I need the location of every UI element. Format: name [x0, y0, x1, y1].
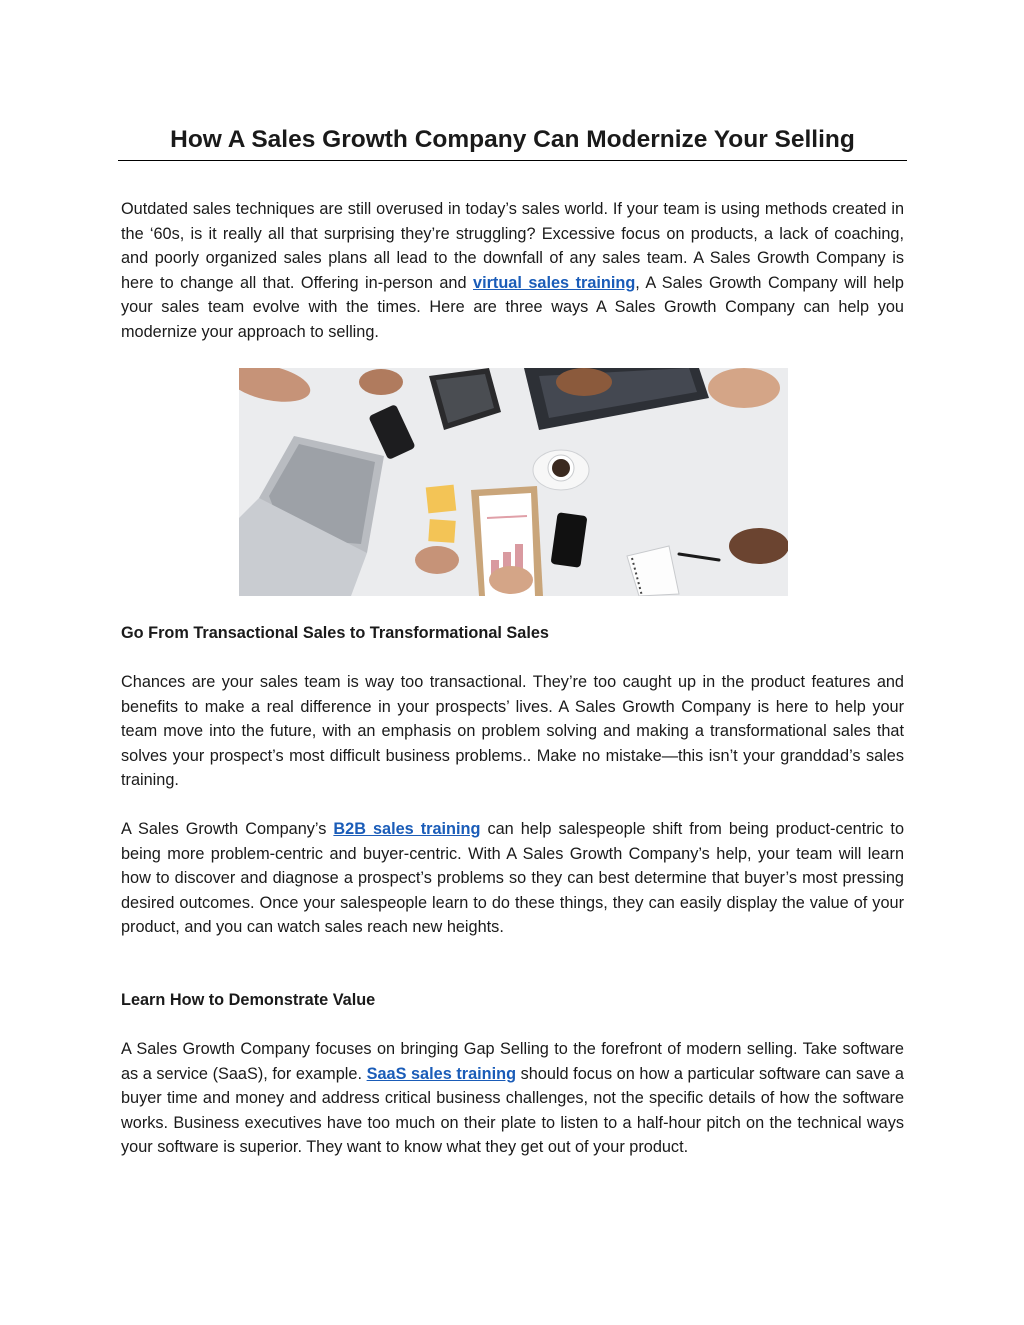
hero-image-team-at-desk	[239, 368, 788, 596]
intro-text-1: Outdated sales techniques are still overused in today’s sales world. If your team is using methods created in the ‘60s, is it really all that surprising they’re struggling? Excessive focus on products, a lack of coaching, and poorly organized sales plans all lead to the downfall of any sales team. A Sales Growth Company is here to change all that. Offering in-person and	[121, 200, 904, 292]
section1-heading: Go From Transactional Sales to Transformational Sales	[121, 624, 549, 642]
section2-para1-text-1: A Sales Growth Company focuses on bringing Gap Selling to the forefront of modern selling. Take software as a service (SaaS), for example.	[121, 1040, 904, 1083]
section1-para2-text-2: can help salespeople shift from being product-centric to being more problem-centric and buyer-centric. With A Sales Growth Company’s help, your team will learn how to discover and diagnose a prospect’s problems so they can best determine that buyer’s most pressing desired outcomes. Once your salespeople learn to do these things, they can easily display the value of your product, and you can watch sales reach new heights.	[121, 820, 904, 936]
hand-top-middle	[359, 369, 403, 395]
virtual-sales-training-link[interactable]: virtual sales training	[473, 273, 636, 292]
intro-text-2: , A Sales Growth Company will help your sales team evolve with the times. Here are three ways A Sales Growth Company can help you modernize your approach to selling.	[121, 273, 904, 341]
hand-clipboard-left	[415, 546, 459, 574]
intro-paragraph	[121, 197, 904, 344]
sticky-note-1	[426, 485, 457, 514]
desk-photo-illustration	[239, 368, 788, 596]
section1-paragraph-2	[121, 817, 904, 940]
section1-paragraph-1: Chances are your sales team is way too transactional. They’re too caught up in the product features and benefits to make a real difference in your prospects’ lives. A Sales Growth Company is here to help your team move into the future, with an emphasis on problem solving and making a transformational sales that solves your prospect’s most difficult business problems.. Make no mistake—this isn’t your granddad’s sales training.	[121, 673, 904, 789]
section2-heading: Learn How to Demonstrate Value	[121, 991, 376, 1009]
coffee-cup	[533, 450, 589, 490]
hand-right-top	[708, 368, 780, 408]
hand-right-bottom	[729, 528, 788, 564]
section1-para2-text-1: A Sales Growth Company’s	[121, 820, 334, 838]
sticky-note-2	[428, 519, 455, 543]
page-title: How A Sales Growth Company Can Modernize Your Selling	[118, 124, 907, 161]
section2-para1-text-2: should focus on how a particular software can save a buyer time and money and address critical business challenges, not the specific details of how the software works. Business executives have too much on their plate to listen to a half-hour pitch on the technical ways your software is superior. They want to know what they get out of your product.	[121, 1064, 904, 1156]
saas-sales-training-link[interactable]: SaaS sales training	[366, 1064, 517, 1083]
hand-top-right	[556, 368, 612, 396]
section2-paragraph-1	[121, 1037, 904, 1160]
hand-clipboard-right	[489, 566, 533, 594]
b2b-sales-training-link[interactable]: B2B sales training	[333, 820, 481, 838]
